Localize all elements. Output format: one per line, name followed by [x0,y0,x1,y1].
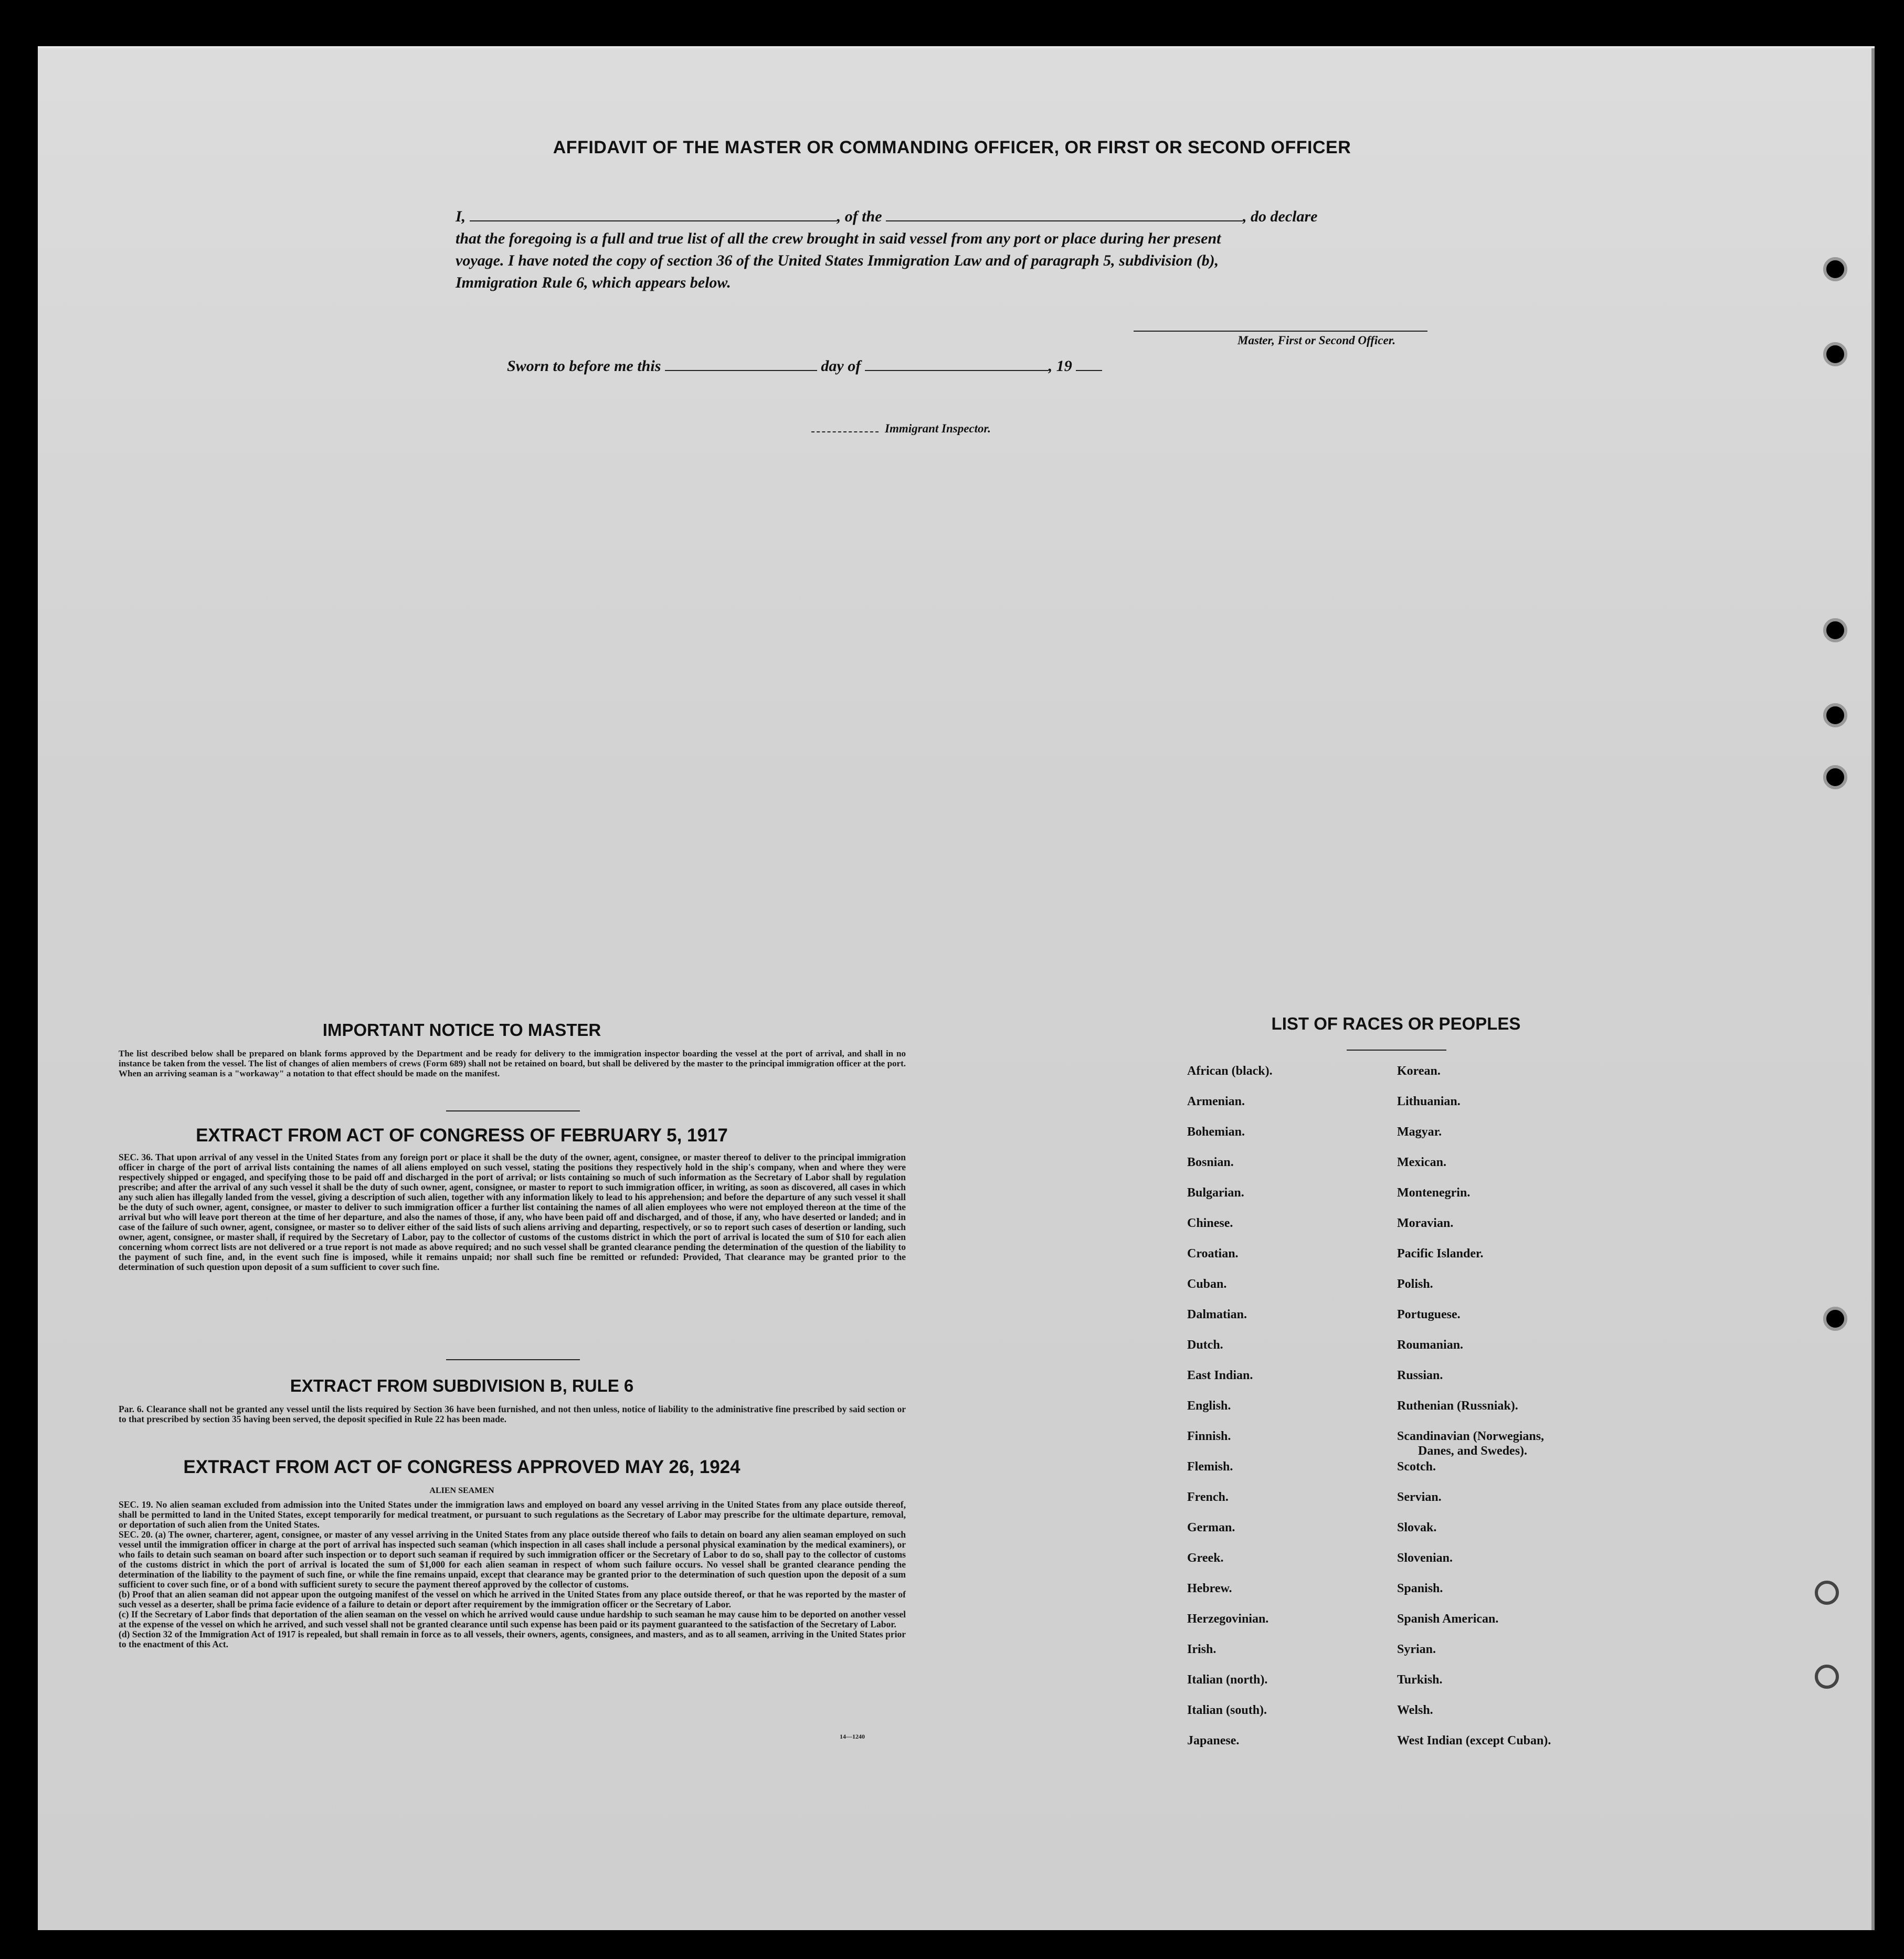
race-item: Polish. [1397,1277,1433,1291]
divider [446,1359,580,1360]
extract-1917-text: SEC. 36. That upon arrival of any vessel in the United States from any foreign port or place it shall be the duty of the owner, agent, consignee, or master thereof to deliver to the principal immigration officer in charge of the port of arrival lists containing the names of all aliens employed on such vessel, stating the positions they respectively hold in the ship's company, when and where they were respectively shipped or engaged, and specifying those to be paid off and discharged in the port of arrival; or lists containing so much of such information as the Secretary of Labor shall by regulation prescribe; and after the arrival of any such vessel it shall be the duty of such owner, agent, consignee, or master to report to such immigration officer, in writing, as soon as discovered, all cases in which any such alien has illegally landed from the vessel, giving a description of such alien, together with any information likely to lead to his apprehension; and before the departure of any such vessel it shall be the duty of such owner, agent, consignee, or master to deliver to such immigration officer a further list containing the names of all alien employees who were not employed thereon at the time of the arrival but who will leave port thereon at the time of her departure, and also the names of those, if any, who have been paid off and discharged, and of those, if any, who have deserted or landed; and in case of the failure of such owner, agent, consignee, or master so to deliver either of the said lists of such aliens arriving and departing, respectively, or so to report such cases of desertion or landing, such owner, agent, consignee, or master shall, if required by the Secretary of Labor, pay to the collector of customs of the customs district in which the port of arrival is located the sum of $10 for each alien concerning whom correct lists are not delivered or a true report is not made as above required; and no such vessel shall be granted clearance pending the determination of the question of the liability to the payment of such fine, and, in the event such fine is imposed, while it remains unpaid; nor shall such fine be remitted or refunded: Provided, That clearance may be granted prior to the determination of such question upon deposit of a sum sufficient to cover such fine. [119,1152,906,1272]
race-item: Turkish. [1397,1673,1443,1687]
year-text: , 19 [1048,357,1072,375]
race-item: Japanese. [1187,1734,1240,1748]
top-edge [38,46,1875,48]
race-item: Roumanian. [1397,1338,1464,1352]
race-item: Finnish. [1187,1429,1231,1443]
name-blank[interactable] [470,208,837,221]
race-item: Spanish American. [1397,1612,1499,1626]
race-item: Magyar. [1397,1125,1442,1139]
race-item: Chinese. [1187,1216,1233,1230]
master-label: Master, First or Second Officer. [1237,334,1396,347]
affidavit-declare: , do declare [1243,208,1318,225]
race-item: Cuban. [1187,1277,1227,1291]
race-item: Bulgarian. [1187,1186,1244,1200]
notice-text: The list described below shall be prepared on blank forms approved by the Department and be ready for delivery to the immigration inspector boarding the vessel at the port of arrival, and shall in no instance be taken from the vessel. The list of changes of alien members of crews (Form 689) shall not be retained on board, but shall be delivered by the master to the principal immigration officer at the port. When an arriving seaman is a "workaway" a notation to that effect should be made on the manifest. [119,1049,906,1078]
race-item: Dalmatian. [1187,1308,1247,1321]
binder-hole [1823,703,1847,727]
race-item: Herzegovinian. [1187,1612,1269,1626]
binder-hole [1823,765,1847,789]
race-item: Montenegrin. [1397,1186,1471,1200]
extract-1924-text: SEC. 19. No alien seaman excluded from admission into the United States under the immigration laws and employed on board any vessel arriving in the United States from any place outside thereof, shall be permitted to land in the United States, except temporarily for medical treatment, or pursuant to such regulations as the Secretary of Labor may prescribe for the ultimate departure, removal, or deportation of such alien from the United States. SEC. 20. (a) The owner, charterer, agent, consignee, or master of any vessel arriving in the United States from any place outside thereof who fails to detain on board any alien seaman employed on such vessel until the immigration officer in charge at the port of arrival has inspected such seaman (which inspection in all cases shall include a personal physical examination by the medical examiners), or who fails to detain such seaman on board after such inspection or to deport such seaman if required by such immigration officer or the Secretary of Labor to do so, shall pay to the collector of customs of the customs district in which the port of arrival is located the sum of $1,000 for each alien seaman in respect of whom such failure occurs. No vessel shall be granted clearance pending the determination of the liability to the payment of such fine, or while the fine remains unpaid, except that clearance may be granted prior to the determination of such question upon the deposit of a sum sufficient to cover such fine, or of a bond with sufficient surety to secure the payment thereof approved by the collector of customs. (b) Proof that an alien seaman did not appear upon the outgoing manifest of the vessel on which he arrived in the United States from any place outside thereof, or that he was reported by the master of such vessel as a deserter, shall be prima facie evidence of a failure to detain or deport after requirement by the immigration officer or the Secretary of Labor. (c) If the Secretary of Labor finds that deportation of the alien seaman on the vessel on which he arrived would cause undue hardship to such seaman he may cause him to be deported on another vessel at the expense of the vessel on which he arrived, and such vessel shall not be granted clearance until such expense has been paid or its payment guaranteed to the satisfaction of the Secretary of Labor. (d) Section 32 of the Immigration Act of 1917 is repealed, but shall remain in force as to all vessels, their owners, agents, consignees, and masters, and as to all seamen, arriving in the United States prior to the enactment of this Act. [119,1499,906,1649]
race-item: Hebrew. [1187,1582,1232,1595]
race-item: West Indian (except Cuban). [1397,1734,1551,1748]
sworn-text: Sworn to before me this [507,357,661,375]
race-item: African (black). [1187,1064,1273,1078]
race-item: Servian. [1397,1490,1442,1504]
race-item: Lithuanian. [1397,1095,1461,1108]
affidavit-line-3: voyage. I have noted the copy of section 36 of the United States Immigration Law and of paragraph 5, subdivision (b), [456,252,1219,269]
race-item: Pacific Islander. [1397,1247,1484,1261]
race-item: Slovenian. [1397,1551,1453,1565]
extract-1924-title: EXTRACT FROM ACT OF CONGRESS APPROVED MAY 26, 1924 [183,1457,741,1477]
race-item: Bosnian. [1187,1156,1234,1169]
race-item: French. [1187,1490,1229,1504]
race-item: Scotch. [1397,1460,1436,1474]
affidavit-line-1 [456,206,1474,228]
race-item: Italian (north). [1187,1673,1268,1687]
divider [446,1110,580,1111]
binder-hole [1815,1665,1839,1689]
form-number: 14—1240 [840,1733,865,1740]
binder-hole [1815,1581,1839,1605]
race-item: Spanish. [1397,1582,1443,1595]
race-item: Scandinavian (Norwegians, [1397,1429,1545,1443]
race-item: German. [1187,1521,1235,1534]
races-title: LIST OF RACES OR PEOPLES [1271,1014,1521,1033]
affidavit-line-2: that the foregoing is a full and true list of all the crew brought in said vessel from any port or place during her present [456,230,1221,247]
sworn-year-blank[interactable] [1076,357,1102,371]
binder-hole [1823,1307,1847,1331]
affidavit-i: I, [456,208,466,225]
master-signature-line[interactable] [1134,331,1427,332]
rule6-text: Par. 6. Clearance shall not be granted any vessel until the lists required by Section 36 have been furnished, and not then unless, notice of liability to the administrative fine prescribed by said section or to that prescribed by section 35 having been served, the deposit specified in Rule 22 has been made. [119,1404,906,1424]
race-item: Welsh. [1397,1703,1433,1717]
binder-hole [1823,257,1847,281]
race-item: Mexican. [1397,1156,1446,1169]
race-item: Armenian. [1187,1095,1245,1108]
sworn-line [507,355,1242,377]
rule6-title: EXTRACT FROM SUBDIVISION B, RULE 6 [290,1376,634,1395]
affidavit-title: AFFIDAVIT OF THE MASTER OR COMMANDING OFFICER, OR FIRST OR SECOND OFFICER [553,137,1351,157]
race-item: Italian (south). [1187,1703,1267,1717]
race-item: Syrian. [1397,1643,1436,1656]
inspector-label: Immigrant Inspector. [885,422,991,435]
binder-hole [1823,342,1847,366]
race-item: Dutch. [1187,1338,1223,1352]
race-item: East Indian. [1187,1369,1253,1382]
race-item: English. [1187,1399,1231,1413]
race-item: Russian. [1397,1369,1443,1382]
vessel-blank[interactable] [886,208,1243,221]
race-item: Moravian. [1397,1216,1454,1230]
sworn-day-blank[interactable] [665,357,817,371]
divider [1347,1050,1446,1051]
race-item: Bohemian. [1187,1125,1245,1139]
race-item: Croatian. [1187,1247,1239,1261]
binder-hole [1823,618,1847,642]
race-item: Portuguese. [1397,1308,1461,1321]
race-item: Ruthenian (Russniak). [1397,1399,1518,1413]
race-item-continued: Danes, and Swedes). [1418,1444,1528,1458]
race-item: Flemish. [1187,1460,1233,1474]
notice-title: IMPORTANT NOTICE TO MASTER [322,1020,601,1040]
extract-1917-title: EXTRACT FROM ACT OF CONGRESS OF FEBRUARY 5, 1917 [196,1125,728,1146]
race-item: Greek. [1187,1551,1224,1565]
race-item: Slovak. [1397,1521,1437,1534]
sworn-month-blank[interactable] [865,357,1049,371]
day-of-text: day of [821,357,861,375]
race-item: Korean. [1397,1064,1441,1078]
race-item: Irish. [1187,1643,1217,1656]
affidavit-of-the: , of the [837,208,882,225]
affidavit-line-4: Immigration Rule 6, which appears below. [456,274,731,291]
inspector-signature-line[interactable] [811,431,879,432]
alien-seamen-subtitle: ALIEN SEAMEN [429,1486,494,1495]
